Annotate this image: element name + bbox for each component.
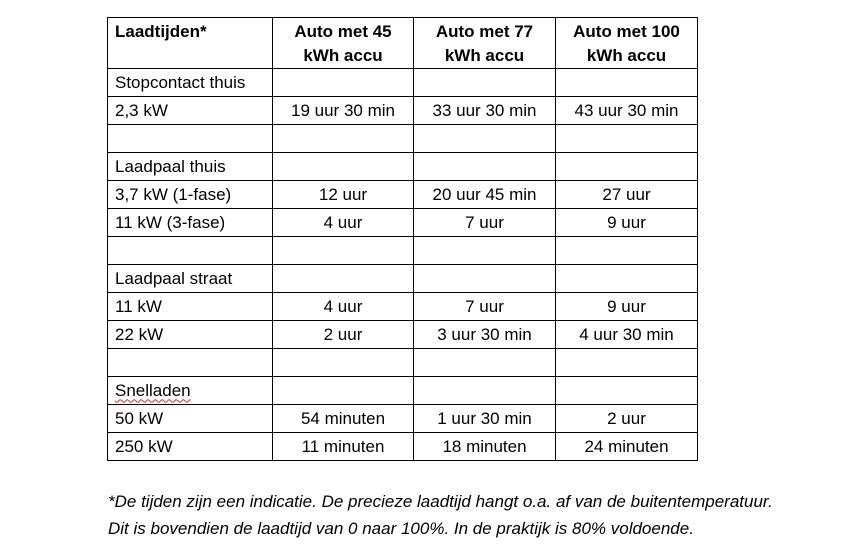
table-row [108, 293, 698, 321]
row-label: 50 kW [108, 405, 273, 433]
section-row-snelladen [108, 377, 698, 405]
section-row-laadpaal-thuis [108, 153, 698, 181]
empty-cell [556, 69, 698, 97]
cell-100kwh: 27 uur [556, 181, 698, 209]
cell-45kwh: 19 uur 30 min [273, 97, 414, 125]
section-title: Laadpaal thuis [108, 153, 273, 181]
cell-77kwh: 3 uur 30 min [414, 321, 556, 349]
table-row [108, 321, 698, 349]
footnote-line-2: Dit is bovendien de laadtijd van 0 naar 100%. In de praktijk is 80% voldoende. [108, 519, 694, 538]
section-row-stopcontact-thuis [108, 69, 698, 97]
footnote-line-1: *De tijden zijn een indicatie. De precieze laadtijd hangt o.a. af van de buitentemperatuur. [108, 492, 773, 511]
empty-cell [273, 69, 414, 97]
table-row [108, 405, 698, 433]
table-row [108, 209, 698, 237]
row-label: 250 kW [108, 433, 273, 461]
empty-cell [414, 153, 556, 181]
section-title-cell [108, 377, 273, 405]
row-label: 22 kW [108, 321, 273, 349]
footnote [108, 488, 843, 542]
header-col-100kwh: Auto met 100 kWh accu [556, 18, 698, 69]
table-row [108, 433, 698, 461]
spacer-row [108, 237, 698, 265]
empty-cell [273, 265, 414, 293]
spacer-row [108, 125, 698, 153]
cell-77kwh: 7 uur [414, 293, 556, 321]
row-label: 11 kW [108, 293, 273, 321]
cell-45kwh: 2 uur [273, 321, 414, 349]
cell-100kwh: 4 uur 30 min [556, 321, 698, 349]
empty-cell [273, 377, 414, 405]
cell-45kwh: 4 uur [273, 209, 414, 237]
cell-77kwh: 7 uur [414, 209, 556, 237]
header-col-77kwh: Auto met 77 kWh accu [414, 18, 556, 69]
empty-cell [556, 153, 698, 181]
empty-cell [414, 377, 556, 405]
empty-cell [556, 265, 698, 293]
empty-cell [556, 377, 698, 405]
cell-77kwh: 33 uur 30 min [414, 97, 556, 125]
empty-cell [414, 265, 556, 293]
section-title: Laadpaal straat [108, 265, 273, 293]
row-label: 2,3 kW [108, 97, 273, 125]
empty-cell [414, 69, 556, 97]
charging-times-table [107, 17, 698, 461]
cell-100kwh: 2 uur [556, 405, 698, 433]
cell-45kwh: 54 minuten [273, 405, 414, 433]
cell-77kwh: 18 minuten [414, 433, 556, 461]
section-row-laadpaal-straat [108, 265, 698, 293]
table-header-row [108, 18, 698, 69]
section-title: Stopcontact thuis [108, 69, 273, 97]
header-col-45kwh: Auto met 45 kWh accu [273, 18, 414, 69]
cell-45kwh: 12 uur [273, 181, 414, 209]
cell-45kwh: 11 minuten [273, 433, 414, 461]
empty-cell [273, 153, 414, 181]
table-row [108, 97, 698, 125]
cell-100kwh: 9 uur [556, 293, 698, 321]
cell-100kwh: 9 uur [556, 209, 698, 237]
section-title: Snelladen [115, 380, 191, 400]
table-row [108, 181, 698, 209]
spacer-row [108, 349, 698, 377]
cell-100kwh: 43 uur 30 min [556, 97, 698, 125]
row-label: 11 kW (3-fase) [108, 209, 273, 237]
cell-77kwh: 1 uur 30 min [414, 405, 556, 433]
header-corner-cell: Laadtijden* [108, 18, 273, 69]
cell-100kwh: 24 minuten [556, 433, 698, 461]
cell-45kwh: 4 uur [273, 293, 414, 321]
cell-77kwh: 20 uur 45 min [414, 181, 556, 209]
row-label: 3,7 kW (1-fase) [108, 181, 273, 209]
